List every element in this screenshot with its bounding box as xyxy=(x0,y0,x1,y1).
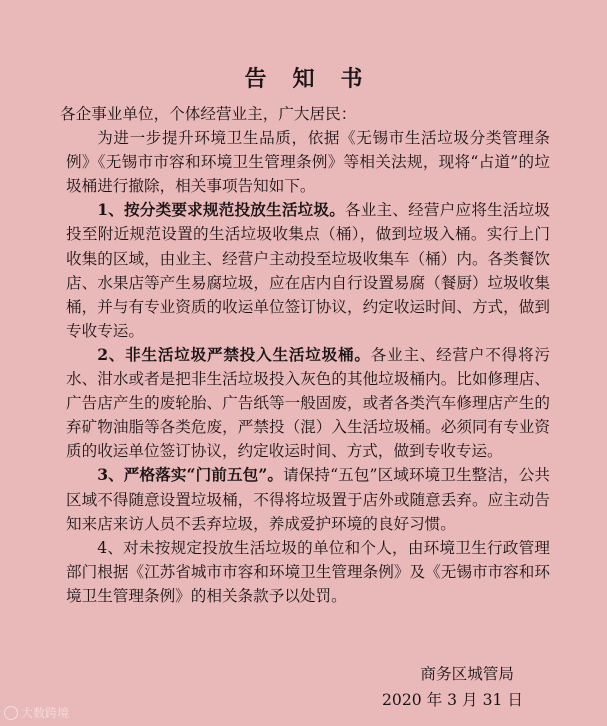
notice-body xyxy=(60,102,550,608)
item-heading-3: 3、严格落实“门前五包”。 xyxy=(97,465,284,485)
item-heading-1: 1、按分类要求规范投放生活垃圾。 xyxy=(97,200,345,220)
item-text-1: 各业主、经营户应将生活垃圾投至附近规范设置的生活垃圾收集点（桶），做到垃圾入桶。实行上门收集的区域，由业主、经营户主动投至垃圾收集车（桶）内。各类餐饮店、水果店等产生易腐垃圾，应在店内自行设置易腐（餐厨）垃圾收集桶，并与有专业资质的收运单位签订协议，约定收运时间、方式，做到专收专运。 xyxy=(66,201,550,340)
watermark xyxy=(4,704,69,721)
item-paragraph-1 xyxy=(66,198,550,343)
item-paragraph-3 xyxy=(66,463,550,535)
notice-title: 告知书 xyxy=(244,66,389,92)
item-text-3: 请保持“五包”区域环境卫生整洁，公共区域不得随意设置垃圾桶，不得将垃圾置于店外或随意丢弃。应主动告知来店来访人员不丢弃垃圾，养成爱护环境的良好习惯。 xyxy=(66,466,550,533)
item-paragraph-4 xyxy=(66,536,550,608)
signature-org: 商务区城管局 xyxy=(420,665,514,683)
intro-paragraph: 为进一步提升环境卫生品质，依据《无锡市生活垃圾分类管理条例》《无锡市市容和环境卫生管理条例》等相关法规，现将“占道”的垃圾桶进行撤除，相关事项告知如下。 xyxy=(66,129,550,196)
signature-date: 2020 年 3 月 31 日 xyxy=(381,691,523,709)
item-paragraph-2 xyxy=(66,343,550,463)
logo-circle-icon xyxy=(4,706,18,720)
item-text-2: 各业主、经营户不得将污水、泔水或者是把非生活垃圾投入灰色的其他垃圾桶内。比如修理店、广告店产生的废轮胎、广告纸等一般固废，或者各类汽车修理店产生的弃矿物油脂等各类危废，严禁投（混）入生活垃圾桶。必须同有专业资质的收运单位签订协议，约定收运时间、方式，做到专收专运。 xyxy=(66,345,550,461)
watermark-text: 大数跨境 xyxy=(21,706,70,720)
item-heading-2: 2、非生活垃圾严禁投入生活垃圾桶。 xyxy=(97,344,371,364)
item-text-4: 4、对未按规定投放生活垃圾的单位和个人，由环境卫生行政管理部门根据《江苏省城市市容和环境卫生管理条例》及《无锡市市容和环境卫生管理条例》的相关条款予以处罚。 xyxy=(66,538,550,605)
salutation: 各企事业单位，个体经营业主，广大居民： xyxy=(60,105,357,123)
